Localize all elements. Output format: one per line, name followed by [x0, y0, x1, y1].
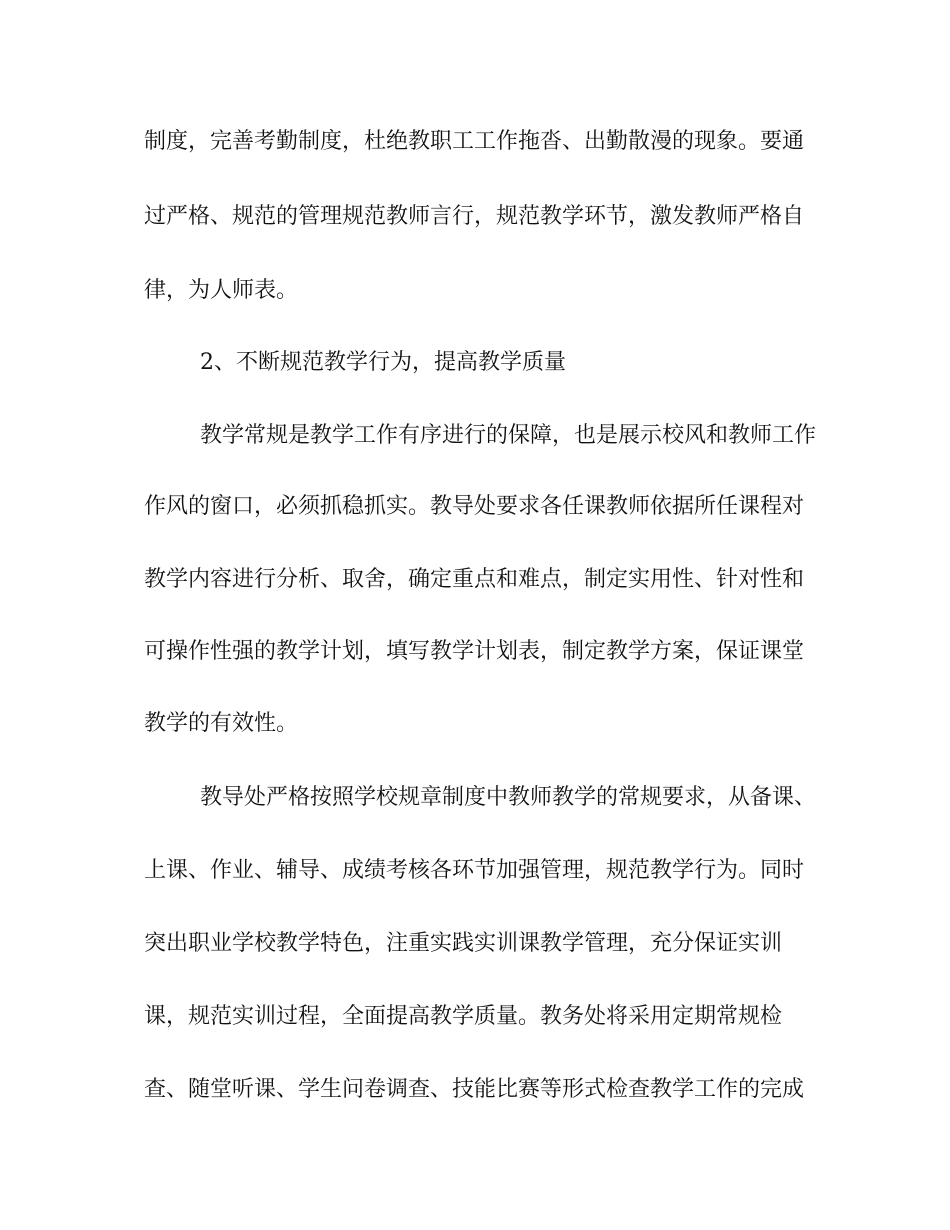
paragraph-start-line: 教学常规是教学工作有序进行的保障，也是展示校风和教师工作: [200, 423, 817, 448]
text-line: 查、随堂听课、学生问卷调查、技能比赛等形式检查教学工作的完成: [144, 1077, 805, 1102]
text-line: 上课、作业、辅导、成绩考核各环节加强管理，规范教学行为。同时: [144, 858, 805, 883]
text-line: 课，规范实训过程，全面提高教学质量。教务处将采用定期常规检: [144, 1004, 783, 1029]
text-line: 教学的有效性。: [144, 711, 299, 736]
paragraph-start-line: 教导处严格按照学校规章制度中教师教学的常规要求，从备课、: [200, 785, 817, 810]
section-heading: 2、不断规范教学行为，提高教学质量: [200, 350, 566, 375]
text-line: 教学内容进行分析、取舍，确定重点和难点，制定实用性、针对性和: [144, 567, 805, 592]
text-line: 突出职业学校教学特色，注重实践实训课教学管理，充分保证实训: [144, 931, 783, 956]
text-line: 可操作性强的教学计划，填写教学计划表，制定教学方案，保证课堂: [144, 639, 805, 664]
text-line: 过严格、规范的管理规范教师言行，规范教学环节，激发教师严格自: [144, 204, 805, 229]
text-line: 制度，完善考勤制度，杜绝教职工工作拖沓、出勤散漫的现象。要通: [144, 129, 805, 154]
text-line: 律，为人师表。: [144, 278, 299, 303]
text-line: 作风的窗口，必须抓稳抓实。教导处要求各任课教师依据所任课程对: [144, 494, 805, 519]
